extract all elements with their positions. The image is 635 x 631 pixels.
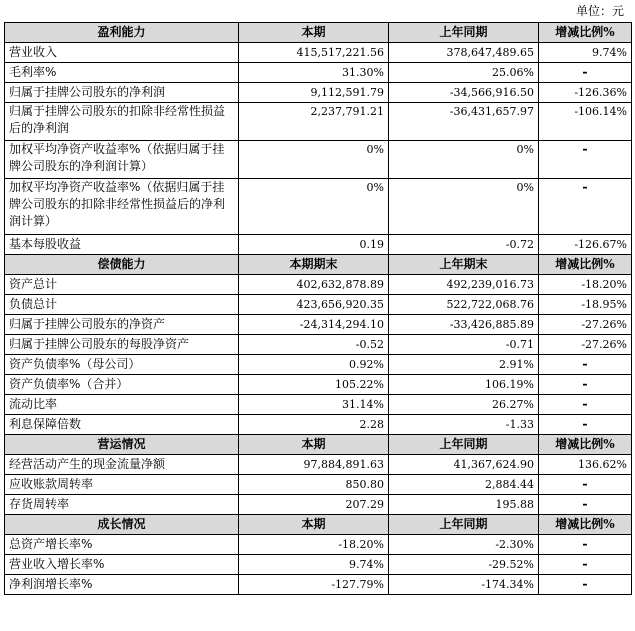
- row-label: 净利润增长率%: [5, 575, 239, 595]
- section-title: 偿债能力: [5, 255, 239, 275]
- prior-value: -0.71: [389, 335, 539, 355]
- change-ratio: -: [539, 63, 632, 83]
- table-row: [5, 555, 632, 575]
- row-label: 营业收入: [5, 43, 239, 63]
- prior-value: -34,566,916.50: [389, 83, 539, 103]
- column-header: 增减比例%: [539, 255, 632, 275]
- prior-value: -33,426,885.89: [389, 315, 539, 335]
- section-title: 营运情况: [5, 435, 239, 455]
- change-ratio: -: [539, 179, 632, 235]
- table-row: [5, 83, 632, 103]
- row-label: 归属于挂牌公司股东的扣除非经常性损益后的净利润: [5, 103, 239, 141]
- table-row: [5, 315, 632, 335]
- change-ratio: -: [539, 475, 632, 495]
- section-header-row: [5, 23, 632, 43]
- row-label: 存货周转率: [5, 495, 239, 515]
- table-row: [5, 495, 632, 515]
- row-label: 归属于挂牌公司股东的净资产: [5, 315, 239, 335]
- current-value: 207.29: [239, 495, 389, 515]
- current-value: -18.20%: [239, 535, 389, 555]
- table-row: [5, 103, 632, 141]
- prior-value: -0.72: [389, 235, 539, 255]
- current-value: 2.28: [239, 415, 389, 435]
- change-ratio: -27.26%: [539, 315, 632, 335]
- row-label: 应收账款周转率: [5, 475, 239, 495]
- row-label: 归属于挂牌公司股东的净利润: [5, 83, 239, 103]
- change-ratio: -: [539, 495, 632, 515]
- change-ratio: 136.62%: [539, 455, 632, 475]
- table-row: [5, 141, 632, 179]
- table-row: [5, 63, 632, 83]
- prior-value: 2.91%: [389, 355, 539, 375]
- change-ratio: -: [539, 555, 632, 575]
- row-label: 加权平均净资产收益率%（依据归属于挂牌公司股东的净利润计算）: [5, 141, 239, 179]
- current-value: 105.22%: [239, 375, 389, 395]
- current-value: 0.19: [239, 235, 389, 255]
- table-row: [5, 415, 632, 435]
- row-label: 归属于挂牌公司股东的每股净资产: [5, 335, 239, 355]
- section-header-row: [5, 515, 632, 535]
- prior-value: 195.88: [389, 495, 539, 515]
- table-row: [5, 355, 632, 375]
- row-label: 基本每股收益: [5, 235, 239, 255]
- column-header: 上年同期: [389, 435, 539, 455]
- prior-value: 0%: [389, 179, 539, 235]
- column-header: 增减比例%: [539, 23, 632, 43]
- current-value: -0.52: [239, 335, 389, 355]
- row-label: 负债总计: [5, 295, 239, 315]
- change-ratio: -: [539, 415, 632, 435]
- table-row: [5, 375, 632, 395]
- row-label: 资产总计: [5, 275, 239, 295]
- table-row: [5, 395, 632, 415]
- prior-value: -29.52%: [389, 555, 539, 575]
- current-value: -127.79%: [239, 575, 389, 595]
- current-value: 9.74%: [239, 555, 389, 575]
- section-header-row: [5, 255, 632, 275]
- table-row: [5, 275, 632, 295]
- row-label: 资产负债率%（母公司）: [5, 355, 239, 375]
- current-value: 402,632,878.89: [239, 275, 389, 295]
- current-value: 415,517,221.56: [239, 43, 389, 63]
- table-row: [5, 179, 632, 235]
- current-value: -24,314,294.10: [239, 315, 389, 335]
- section-header-row: [5, 435, 632, 455]
- change-ratio: -: [539, 395, 632, 415]
- prior-value: -174.34%: [389, 575, 539, 595]
- column-header: 上年期末: [389, 255, 539, 275]
- prior-value: 0%: [389, 141, 539, 179]
- change-ratio: -126.36%: [539, 83, 632, 103]
- unit-label: 单位：元: [575, 4, 624, 18]
- current-value: 97,884,891.63: [239, 455, 389, 475]
- table-row: [5, 475, 632, 495]
- change-ratio: -27.26%: [539, 335, 632, 355]
- change-ratio: -18.20%: [539, 275, 632, 295]
- change-ratio: -: [539, 575, 632, 595]
- row-label: 利息保障倍数: [5, 415, 239, 435]
- prior-value: 26.27%: [389, 395, 539, 415]
- table-row: [5, 575, 632, 595]
- section-title: 成长情况: [5, 515, 239, 535]
- column-header: 增减比例%: [539, 515, 632, 535]
- change-ratio: 9.74%: [539, 43, 632, 63]
- column-header: 本期: [239, 23, 389, 43]
- prior-value: 2,884.44: [389, 475, 539, 495]
- column-header: 本期期末: [239, 255, 389, 275]
- change-ratio: -106.14%: [539, 103, 632, 141]
- column-header: 上年同期: [389, 515, 539, 535]
- row-label: 总资产增长率%: [5, 535, 239, 555]
- change-ratio: -126.67%: [539, 235, 632, 255]
- prior-value: 492,239,016.73: [389, 275, 539, 295]
- prior-value: -1.33: [389, 415, 539, 435]
- column-header: 增减比例%: [539, 435, 632, 455]
- column-header: 上年同期: [389, 23, 539, 43]
- table-row: [5, 535, 632, 555]
- current-value: 0%: [239, 179, 389, 235]
- table-body: [5, 23, 632, 595]
- table-row: [5, 335, 632, 355]
- change-ratio: -: [539, 355, 632, 375]
- prior-value: 522,722,068.76: [389, 295, 539, 315]
- prior-value: 41,367,624.90: [389, 455, 539, 475]
- column-header: 本期: [239, 435, 389, 455]
- change-ratio: -: [539, 535, 632, 555]
- prior-value: -2.30%: [389, 535, 539, 555]
- row-label: 资产负债率%（合并）: [5, 375, 239, 395]
- financial-indicators-table: [4, 22, 632, 595]
- current-value: 31.30%: [239, 63, 389, 83]
- current-value: 2,237,791.21: [239, 103, 389, 141]
- table-row: [5, 43, 632, 63]
- row-label: 流动比率: [5, 395, 239, 415]
- prior-value: 378,647,489.65: [389, 43, 539, 63]
- current-value: 31.14%: [239, 395, 389, 415]
- change-ratio: -18.95%: [539, 295, 632, 315]
- table-row: [5, 235, 632, 255]
- change-ratio: -: [539, 141, 632, 179]
- current-value: 423,656,920.35: [239, 295, 389, 315]
- table-row: [5, 295, 632, 315]
- column-header: 本期: [239, 515, 389, 535]
- row-label: 毛利率%: [5, 63, 239, 83]
- section-title: 盈利能力: [5, 23, 239, 43]
- change-ratio: -: [539, 375, 632, 395]
- current-value: 850.80: [239, 475, 389, 495]
- row-label: 加权平均净资产收益率%（依据归属于挂牌公司股东的扣除非经常性损益后的净利润计算）: [5, 179, 239, 235]
- table-row: [5, 455, 632, 475]
- prior-value: -36,431,657.97: [389, 103, 539, 141]
- prior-value: 25.06%: [389, 63, 539, 83]
- current-value: 0%: [239, 141, 389, 179]
- row-label: 营业收入增长率%: [5, 555, 239, 575]
- prior-value: 106.19%: [389, 375, 539, 395]
- row-label: 经营活动产生的现金流量净额: [5, 455, 239, 475]
- current-value: 9,112,591.79: [239, 83, 389, 103]
- current-value: 0.92%: [239, 355, 389, 375]
